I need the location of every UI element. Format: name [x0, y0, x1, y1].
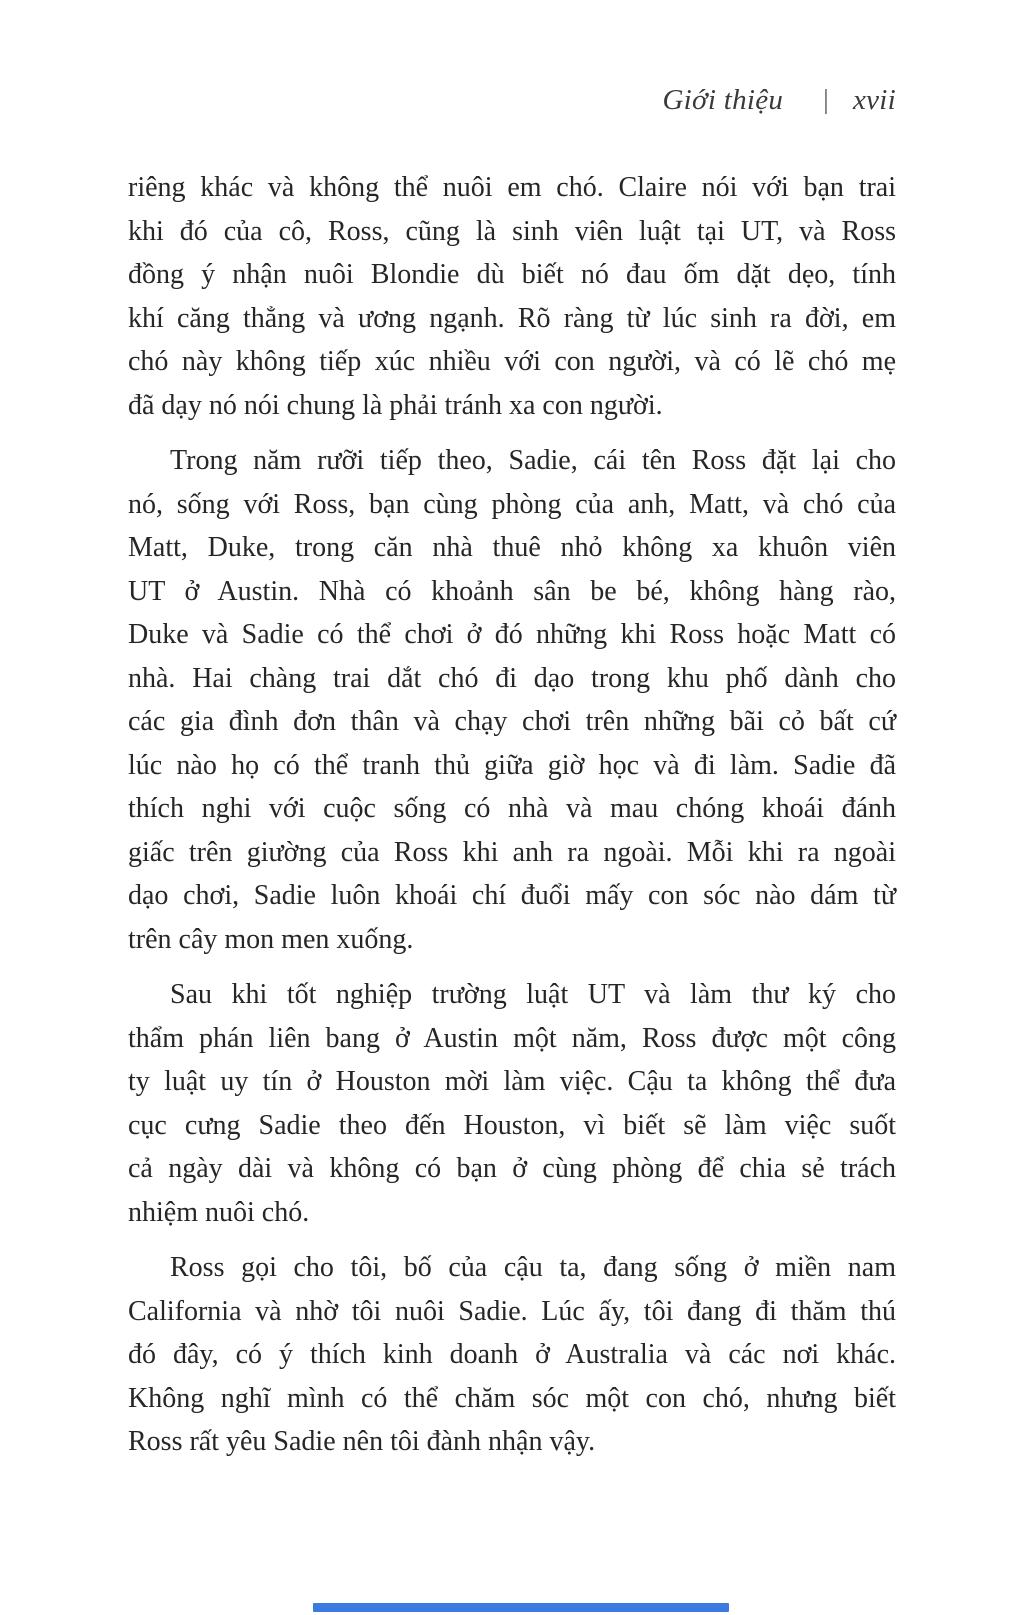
text-line: nhiệm nuôi chó. [128, 1196, 310, 1228]
progress-indicator [313, 1603, 729, 1612]
text-line: khi đó của cô, Ross, cũng là sinh viên luật tại UT, và Ross [128, 215, 896, 247]
text-line: Sau khi tốt nghiệp trường luật UT và làm thư ký cho [170, 979, 896, 1010]
text-line: khí căng thẳng và ương ngạnh. Rõ ràng từ lúc sinh ra đời, em [128, 302, 896, 334]
text-line: cả ngày dài và không có bạn ở cùng phòng để chia sẻ trách [128, 1153, 896, 1184]
text-line: cục cưng Sadie theo đến Houston, vì biết sẽ làm việc suốt [128, 1109, 896, 1141]
text-content [128, 166, 896, 1464]
text-line: Matt, Duke, trong căn nhà thuê nhỏ không xa khuôn viên [128, 532, 896, 563]
text-line: các gia đình đơn thân và chạy chơi trên những bãi cỏ bất cứ [128, 706, 896, 737]
page-number: xvii [852, 84, 896, 116]
text-line: thẩm phán liên bang ở Austin một năm, Ross được một công [128, 1022, 896, 1054]
text-line: đã dạy nó nói chung là phải tránh xa con người. [128, 389, 663, 421]
text-line: nhà. Hai chàng trai dắt chó đi dạo trong khu phố dành cho [128, 662, 896, 694]
paragraph [128, 166, 896, 427]
text-line: Ross gọi cho tôi, bố của cậu ta, đang sống ở miền nam [170, 1252, 896, 1283]
paragraph [128, 439, 896, 961]
paragraph [128, 1246, 896, 1464]
text-line: dạo chơi, Sadie luôn khoái chí đuổi mấy con sóc nào dám từ [128, 880, 896, 911]
text-line: đó đây, có ý thích kinh doanh ở Australia và các nơi khác. [128, 1339, 896, 1370]
text-line: lúc nào họ có thể tranh thủ giữa giờ học và đi làm. Sadie đã [128, 749, 896, 781]
text-line: trên cây mon men xuống. [128, 923, 414, 955]
text-line: thích nghi với cuộc sống có nhà và mau chóng khoái đánh [128, 793, 896, 824]
paragraph [128, 973, 896, 1234]
text-line: nó, sống với Ross, bạn cùng phòng của anh, Matt, và chó của [128, 488, 896, 520]
page-header [128, 84, 896, 117]
text-line: Trong năm rưỡi tiếp theo, Sadie, cái tên Ross đặt lại cho [170, 445, 896, 476]
text-line: đồng ý nhận nuôi Blondie dù biết nó đau ốm dặt dẹo, tính [128, 259, 896, 290]
text-line: California và nhờ tôi nuôi Sadie. Lúc ấy, tôi đang đi thăm thú [128, 1295, 896, 1327]
text-line: Ross rất yêu Sadie nên tôi đành nhận vậy. [128, 1426, 596, 1457]
text-line: giấc trên giường của Ross khi anh ra ngoài. Mỗi khi ra ngoài [128, 836, 896, 868]
text-line: UT ở Austin. Nhà có khoảnh sân be bé, không hàng rào, [128, 575, 896, 607]
text-line: Duke và Sadie có thể chơi ở đó những khi Ross hoặc Matt có [128, 619, 896, 650]
text-line: Không nghĩ mình có thể chăm sóc một con chó, nhưng biết [128, 1382, 896, 1414]
header-separator: | [823, 84, 829, 114]
text-line: ty luật uy tín ở Houston mời làm việc. Cậu ta không thể đưa [128, 1066, 896, 1097]
text-line: chó này không tiếp xúc nhiều với con người, và có lẽ chó mẹ [128, 346, 896, 377]
running-head-section-title: Giới thiệu [662, 84, 784, 116]
text-line: riêng khác và không thể nuôi em chó. Claire nói với bạn trai [128, 172, 896, 203]
